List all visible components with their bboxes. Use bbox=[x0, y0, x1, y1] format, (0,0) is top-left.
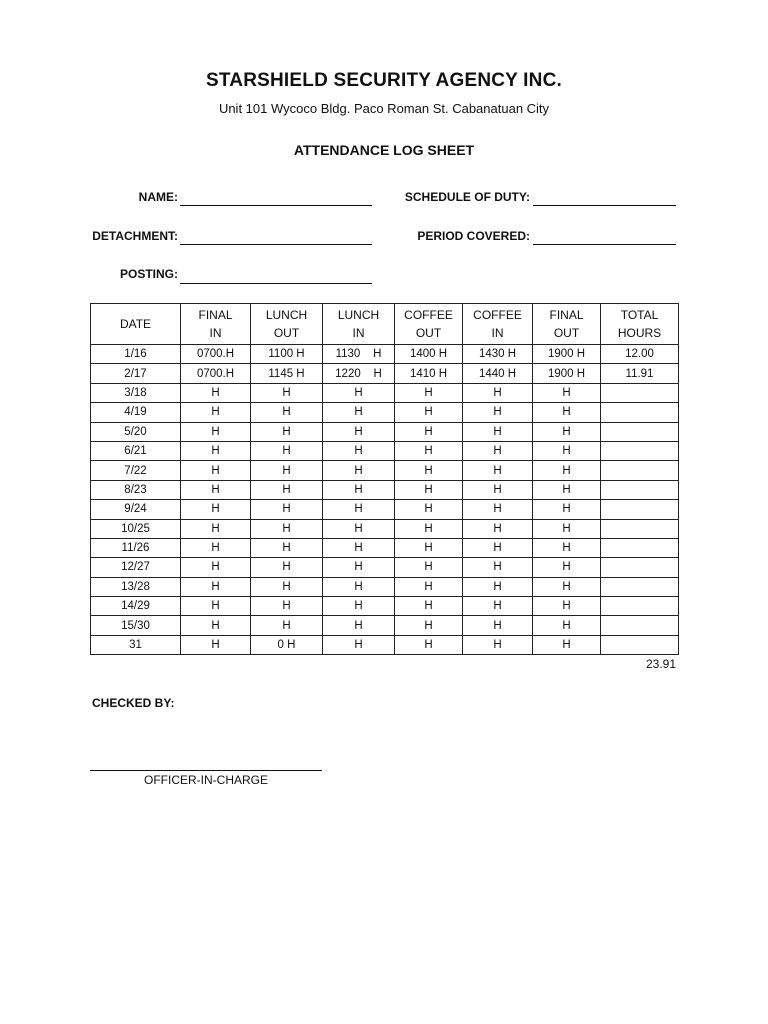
table-cell-coffee-out: H bbox=[395, 441, 463, 460]
table-cell-lunch-in: H bbox=[323, 500, 395, 519]
column-header-date bbox=[91, 304, 181, 345]
column-header-text: IN bbox=[491, 326, 504, 340]
table-cell-total-hours bbox=[601, 403, 679, 422]
column-header-text: DATE bbox=[119, 317, 152, 331]
table-cell-coffee-out: H bbox=[395, 403, 463, 422]
table-header-row bbox=[91, 304, 679, 345]
table-cell-total-hours bbox=[601, 500, 679, 519]
column-header-lunch-out bbox=[251, 304, 323, 345]
column-header-text: FINAL bbox=[198, 308, 233, 322]
form-title: ATTENDANCE LOG SHEET bbox=[293, 142, 475, 158]
table-cell-total-hours: 11.91 bbox=[601, 364, 679, 383]
column-header-text: IN bbox=[209, 326, 222, 340]
column-header-text: TOTAL bbox=[620, 308, 659, 322]
table-cell-final-out: H bbox=[533, 441, 601, 460]
table-cell-lunch-in: H bbox=[323, 558, 395, 577]
table-cell-final-out: H bbox=[533, 480, 601, 499]
table-cell-total-hours bbox=[601, 577, 679, 596]
table-cell-total-hours bbox=[601, 422, 679, 441]
table-row bbox=[91, 577, 679, 596]
table-cell-final-out: H bbox=[533, 403, 601, 422]
table-cell-final-in: H bbox=[181, 538, 251, 557]
table-cell-coffee-in: H bbox=[463, 461, 533, 480]
table-body bbox=[91, 345, 679, 655]
table-cell-coffee-out: H bbox=[395, 616, 463, 635]
table-cell-final-in: H bbox=[181, 441, 251, 460]
table-cell-lunch-in: 1130 H bbox=[323, 345, 395, 364]
table-cell-lunch-in: H bbox=[323, 480, 395, 499]
table-cell-total-hours bbox=[601, 558, 679, 577]
table-cell-lunch-in: H bbox=[323, 461, 395, 480]
table-cell-date: 13/28 bbox=[91, 577, 181, 596]
table-cell-total-hours bbox=[601, 616, 679, 635]
table-row bbox=[91, 461, 679, 480]
table-cell-lunch-out: H bbox=[251, 577, 323, 596]
table-row bbox=[91, 558, 679, 577]
table-cell-lunch-in: H bbox=[323, 383, 395, 402]
column-header-text: COFFEE bbox=[473, 308, 522, 322]
table-cell-lunch-in: H bbox=[323, 538, 395, 557]
column-header-text: LUNCH bbox=[265, 308, 308, 322]
table-cell-final-out: H bbox=[533, 577, 601, 596]
table-cell-lunch-out: H bbox=[251, 422, 323, 441]
table-row bbox=[91, 519, 679, 538]
table-cell-final-out: H bbox=[533, 461, 601, 480]
table-cell-final-in: 0700.H bbox=[181, 364, 251, 383]
period-covered-field[interactable] bbox=[533, 244, 676, 245]
table-cell-final-out: H bbox=[533, 519, 601, 538]
table-cell-date: 7/22 bbox=[91, 461, 181, 480]
company-address: Unit 101 Wycoco Bldg. Paco Roman St. Cabanatuan City bbox=[218, 101, 550, 116]
column-header-text: OUT bbox=[415, 326, 442, 340]
table-cell-total-hours bbox=[601, 461, 679, 480]
grand-total-hours: 23.91 bbox=[645, 657, 676, 671]
table-cell-date: 8/23 bbox=[91, 480, 181, 499]
table-row bbox=[91, 403, 679, 422]
table-cell-date: 2/17 bbox=[91, 364, 181, 383]
checked-by-label: CHECKED BY: bbox=[92, 696, 175, 710]
table-cell-final-in: H bbox=[181, 461, 251, 480]
table-cell-lunch-out: 1145 H bbox=[251, 364, 323, 383]
table-cell-lunch-out: H bbox=[251, 519, 323, 538]
table-cell-coffee-out: H bbox=[395, 500, 463, 519]
table-cell-coffee-out: H bbox=[395, 597, 463, 616]
table-cell-lunch-in: H bbox=[323, 635, 395, 654]
table-cell-lunch-out: H bbox=[251, 616, 323, 635]
table-cell-final-out: H bbox=[533, 558, 601, 577]
table-cell-date: 15/30 bbox=[91, 616, 181, 635]
table-cell-coffee-out: 1400 H bbox=[395, 345, 463, 364]
table-cell-coffee-in: H bbox=[463, 383, 533, 402]
table-cell-lunch-out: H bbox=[251, 383, 323, 402]
table-cell-lunch-in: H bbox=[323, 422, 395, 441]
table-cell-coffee-out: H bbox=[395, 519, 463, 538]
table-cell-lunch-in: H bbox=[323, 403, 395, 422]
table-cell-date: 3/18 bbox=[91, 383, 181, 402]
table-cell-coffee-in: H bbox=[463, 422, 533, 441]
table-cell-date: 5/20 bbox=[91, 422, 181, 441]
column-header-final-in bbox=[181, 304, 251, 345]
schedule-of-duty-label: SCHEDULE OF DUTY: bbox=[404, 190, 530, 204]
table-cell-date: 31 bbox=[91, 635, 181, 654]
table-cell-date: 10/25 bbox=[91, 519, 181, 538]
column-header-text: HOURS bbox=[617, 326, 662, 340]
table-cell-lunch-out: 0 H bbox=[251, 635, 323, 654]
table-cell-coffee-out: H bbox=[395, 480, 463, 499]
table-cell-final-out: 1900 H bbox=[533, 364, 601, 383]
table-row bbox=[91, 538, 679, 557]
table-row bbox=[91, 345, 679, 364]
table-cell-coffee-in: H bbox=[463, 480, 533, 499]
attendance-table bbox=[90, 303, 679, 655]
table-cell-final-out: H bbox=[533, 616, 601, 635]
table-row bbox=[91, 480, 679, 499]
column-header-text: COFFEE bbox=[404, 308, 453, 322]
table-cell-final-out: H bbox=[533, 635, 601, 654]
table-cell-lunch-out: H bbox=[251, 538, 323, 557]
company-name: STARSHIELD SECURITY AGENCY INC. bbox=[206, 70, 562, 91]
table-row bbox=[91, 441, 679, 460]
table-cell-final-out: H bbox=[533, 500, 601, 519]
table-cell-date: 6/21 bbox=[91, 441, 181, 460]
column-header-coffee-out bbox=[395, 304, 463, 345]
table-cell-date: 9/24 bbox=[91, 500, 181, 519]
table-cell-coffee-in: H bbox=[463, 441, 533, 460]
name-field[interactable] bbox=[180, 205, 372, 206]
table-cell-coffee-out: H bbox=[395, 422, 463, 441]
table-cell-final-out: H bbox=[533, 383, 601, 402]
table-row bbox=[91, 597, 679, 616]
table-cell-final-in: H bbox=[181, 635, 251, 654]
table-cell-lunch-out: H bbox=[251, 403, 323, 422]
column-header-text: OUT bbox=[553, 326, 580, 340]
table-cell-total-hours bbox=[601, 597, 679, 616]
table-cell-lunch-in: 1220 H bbox=[323, 364, 395, 383]
table-cell-coffee-in: H bbox=[463, 577, 533, 596]
column-header-text: FINAL bbox=[549, 308, 584, 322]
column-header-coffee-in bbox=[463, 304, 533, 345]
table-cell-final-in: H bbox=[181, 558, 251, 577]
table-cell-coffee-out: 1410 H bbox=[395, 364, 463, 383]
table-cell-date: 1/16 bbox=[91, 345, 181, 364]
table-cell-final-in: H bbox=[181, 422, 251, 441]
table-cell-coffee-in: 1430 H bbox=[463, 345, 533, 364]
table-cell-lunch-in: H bbox=[323, 597, 395, 616]
table-cell-lunch-out: 1100 H bbox=[251, 345, 323, 364]
table-cell-coffee-in: H bbox=[463, 616, 533, 635]
table-cell-final-in: H bbox=[181, 519, 251, 538]
table-cell-coffee-in: 1440 H bbox=[463, 364, 533, 383]
table-cell-lunch-in: H bbox=[323, 441, 395, 460]
table-cell-total-hours bbox=[601, 538, 679, 557]
table-row bbox=[91, 383, 679, 402]
table-cell-coffee-in: H bbox=[463, 519, 533, 538]
table-cell-final-in: H bbox=[181, 577, 251, 596]
table-cell-final-in: H bbox=[181, 480, 251, 499]
table-cell-coffee-in: H bbox=[463, 500, 533, 519]
column-header-lunch-in bbox=[323, 304, 395, 345]
posting-label: POSTING: bbox=[119, 267, 178, 281]
table-cell-total-hours bbox=[601, 480, 679, 499]
table-cell-date: 12/27 bbox=[91, 558, 181, 577]
table-cell-final-in: H bbox=[181, 383, 251, 402]
table-cell-final-in: H bbox=[181, 403, 251, 422]
table-cell-total-hours bbox=[601, 441, 679, 460]
table-row bbox=[91, 422, 679, 441]
column-header-text: OUT bbox=[273, 326, 300, 340]
table-cell-total-hours bbox=[601, 635, 679, 654]
table-cell-coffee-out: H bbox=[395, 558, 463, 577]
table-cell-final-in: H bbox=[181, 616, 251, 635]
table-cell-lunch-out: H bbox=[251, 480, 323, 499]
name-label: NAME: bbox=[138, 190, 178, 204]
column-header-final-out bbox=[533, 304, 601, 345]
table-cell-date: 14/29 bbox=[91, 597, 181, 616]
detachment-label: DETACHMENT: bbox=[92, 229, 178, 243]
table-cell-total-hours bbox=[601, 383, 679, 402]
table-row bbox=[91, 616, 679, 635]
table-cell-coffee-in: H bbox=[463, 635, 533, 654]
column-header-total-hours bbox=[601, 304, 679, 345]
table-cell-final-in: H bbox=[181, 500, 251, 519]
table-cell-final-out: H bbox=[533, 422, 601, 441]
table-cell-coffee-out: H bbox=[395, 461, 463, 480]
table-cell-total-hours: 12.00 bbox=[601, 345, 679, 364]
table-cell-coffee-in: H bbox=[463, 558, 533, 577]
table-cell-lunch-in: H bbox=[323, 519, 395, 538]
schedule-of-duty-field[interactable] bbox=[533, 205, 676, 206]
table-cell-coffee-in: H bbox=[463, 597, 533, 616]
column-header-text: LUNCH bbox=[337, 308, 380, 322]
table-cell-final-in: 0700.H bbox=[181, 345, 251, 364]
table-cell-coffee-out: H bbox=[395, 383, 463, 402]
column-header-text: IN bbox=[352, 326, 365, 340]
table-cell-lunch-in: H bbox=[323, 577, 395, 596]
posting-field[interactable] bbox=[180, 283, 372, 284]
table-row bbox=[91, 364, 679, 383]
table-cell-coffee-in: H bbox=[463, 538, 533, 557]
table-cell-total-hours bbox=[601, 519, 679, 538]
table-cell-lunch-in: H bbox=[323, 616, 395, 635]
table-cell-date: 4/19 bbox=[91, 403, 181, 422]
table-cell-lunch-out: H bbox=[251, 441, 323, 460]
table-cell-final-out: H bbox=[533, 597, 601, 616]
table-cell-final-out: H bbox=[533, 538, 601, 557]
table-cell-lunch-out: H bbox=[251, 597, 323, 616]
period-covered-label: PERIOD COVERED: bbox=[417, 229, 530, 243]
detachment-field[interactable] bbox=[180, 244, 372, 245]
officer-in-charge-label: OFFICER-IN-CHARGE bbox=[144, 773, 268, 787]
table-cell-lunch-out: H bbox=[251, 558, 323, 577]
signature-line[interactable] bbox=[90, 770, 322, 771]
table-cell-lunch-out: H bbox=[251, 461, 323, 480]
table-cell-coffee-out: H bbox=[395, 538, 463, 557]
table-cell-final-out: 1900 H bbox=[533, 345, 601, 364]
table-cell-coffee-out: H bbox=[395, 577, 463, 596]
table-cell-coffee-out: H bbox=[395, 635, 463, 654]
table-cell-date: 11/26 bbox=[91, 538, 181, 557]
table-row bbox=[91, 500, 679, 519]
table-cell-lunch-out: H bbox=[251, 500, 323, 519]
table-cell-coffee-in: H bbox=[463, 403, 533, 422]
table-row bbox=[91, 635, 679, 654]
table-cell-final-in: H bbox=[181, 597, 251, 616]
